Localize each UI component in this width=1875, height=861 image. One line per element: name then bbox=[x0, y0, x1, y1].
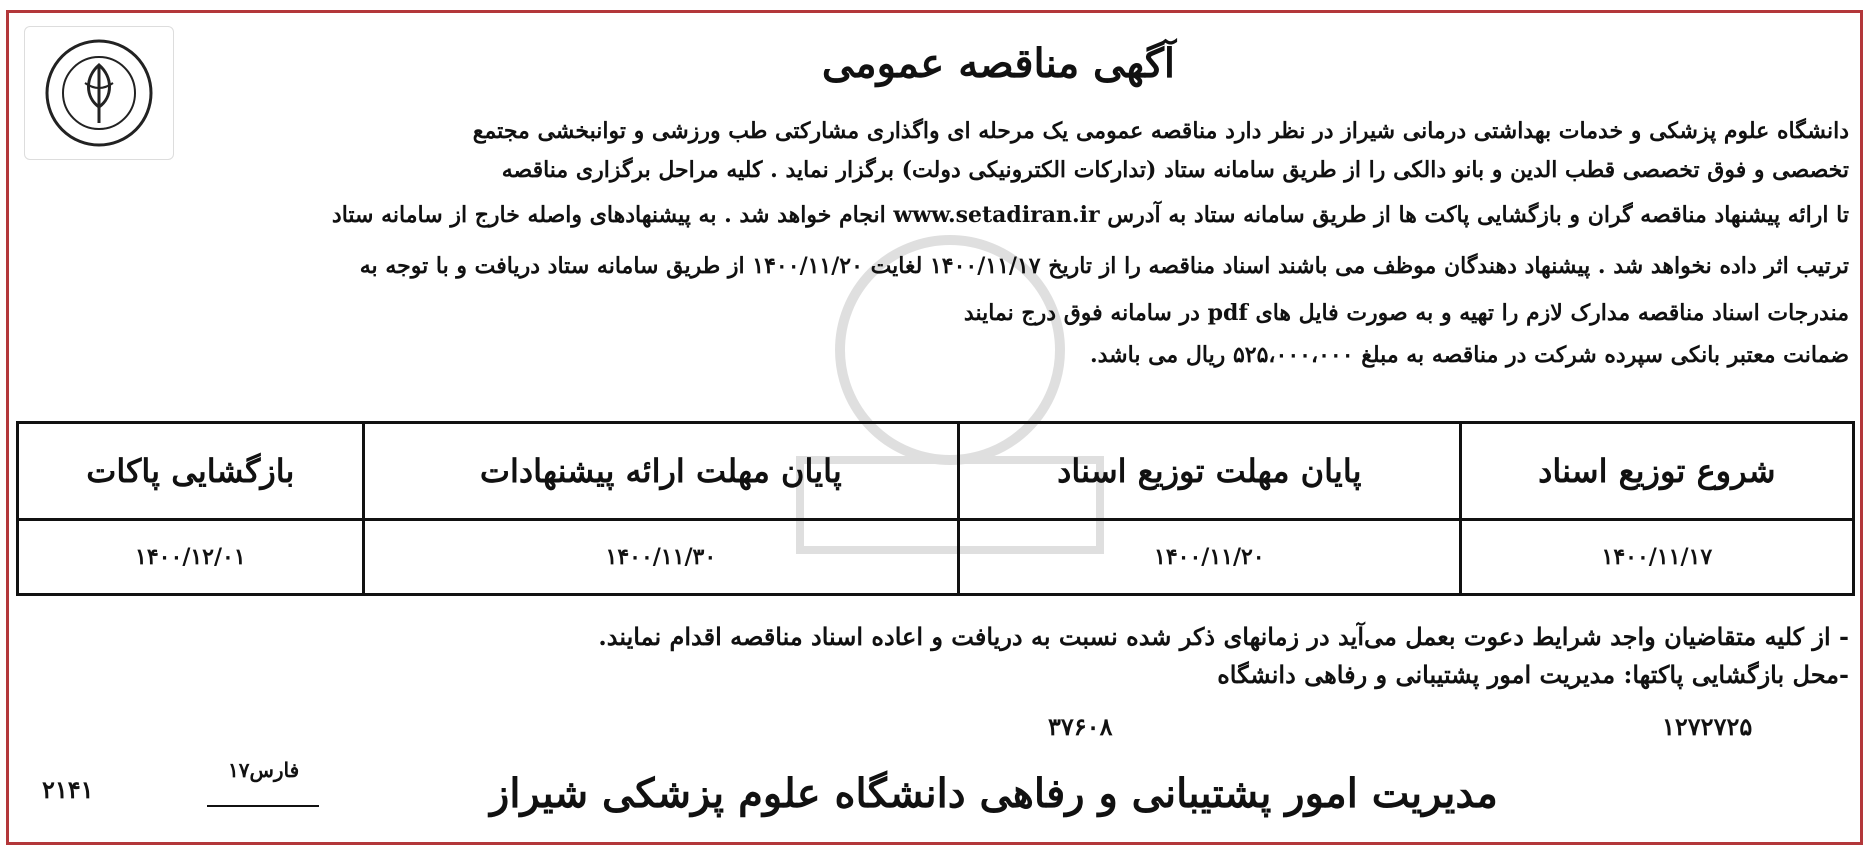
footer-text: مدیریت امور پشتیبانی و رفاهی دانشگاه علوم پزشکی شیراز bbox=[490, 770, 1498, 817]
code-middle: ۳۷۶۰۸ bbox=[1048, 712, 1113, 741]
code-right: ۱۲۷۲۷۲۵ bbox=[1662, 712, 1753, 741]
paragraph-line: تا ارائه پیشنهاد مناقصه گران و بازگشایی پاکت ها از طریق سامانه ستاد به آدرس www.setadiran.ir انجام خواهد شد . به پیشنهادهای واصله خارج از سامانه ستاد bbox=[331, 202, 1849, 228]
schedule-header-cell: پایان مهلت توزیع اسناد bbox=[958, 423, 1460, 520]
schedule-date-cell: ۱۴۰۰/۱۱/۱۷ bbox=[1460, 520, 1853, 595]
paragraph-line: ضمانت معتبر بانکی سپرده شرکت در مناقصه به مبلغ ۵۲۵،۰۰۰،۰۰۰ ریال می باشد. bbox=[1089, 342, 1849, 368]
schedule-date-cell: ۱۴۰۰/۱۱/۳۰ bbox=[363, 520, 958, 595]
schedule-table bbox=[16, 421, 1855, 596]
paragraph-line: دانشگاه علوم پزشکی و خدمات بهداشتی درمانی شیراز در نظر دارد مناقصه عمومی یک مرحله ای واگذاری مشارکتی طب ورزشی و توانبخشی مجتمع bbox=[472, 118, 1849, 144]
schedule-header-cell: پایان مهلت ارائه پیشنهادات bbox=[363, 423, 958, 520]
schedule-header-row bbox=[18, 423, 1854, 520]
schedule-header-cell: شروع توزیع اسناد bbox=[1460, 423, 1853, 520]
note-line: -محل بازگشایی پاکتها: مدیریت امور پشتیبانی و رفاهی دانشگاه bbox=[1217, 660, 1849, 689]
paragraph-line: مندرجات اسناد مناقصه مدارک لازم را تهیه و به صورت فایل های pdf در سامانه فوق درج نمایند bbox=[963, 300, 1849, 326]
code-left: ۲۱۴۱ bbox=[42, 775, 94, 804]
fars-code: فارس۱۷ bbox=[228, 758, 300, 782]
paragraph-line: تخصصی و فوق تخصصی قطب الدین و بانو دالکی را از طریق سامانه ستاد (تدارکات الکترونیکی دولت) برگزار نماید . کلیه مراحل برگزاری مناقصه bbox=[501, 157, 1849, 183]
paragraph-line: ترتیب اثر داده نخواهد شد . پیشنهاد دهندگان موظف می باشند اسناد مناقصه را از تاریخ ۱۴۰۰/۱۱/۱۷ لغایت ۱۴۰۰/۱۱/۲۰ از طریق سامانه ستاد دریافت و با توجه به bbox=[359, 253, 1849, 279]
schedule-date-cell: ۱۴۰۰/۱۱/۲۰ bbox=[958, 520, 1460, 595]
note-line: - از کلیه متقاضیان واجد شرایط دعوت بعمل می‌آید در زمانهای ذکر شده نسبت به دریافت و اعاده اسناد مناقصه اقدام نمایند. bbox=[598, 622, 1849, 651]
schedule-date-cell: ۱۴۰۰/۱۲/۰۱ bbox=[18, 520, 364, 595]
ad-title: آگهی مناقصه عمومی bbox=[821, 40, 1175, 87]
schedule-value-row bbox=[18, 520, 1854, 595]
university-logo bbox=[24, 26, 174, 160]
divider-line bbox=[207, 805, 319, 807]
schedule-header-cell: بازگشایی پاکات bbox=[18, 423, 364, 520]
